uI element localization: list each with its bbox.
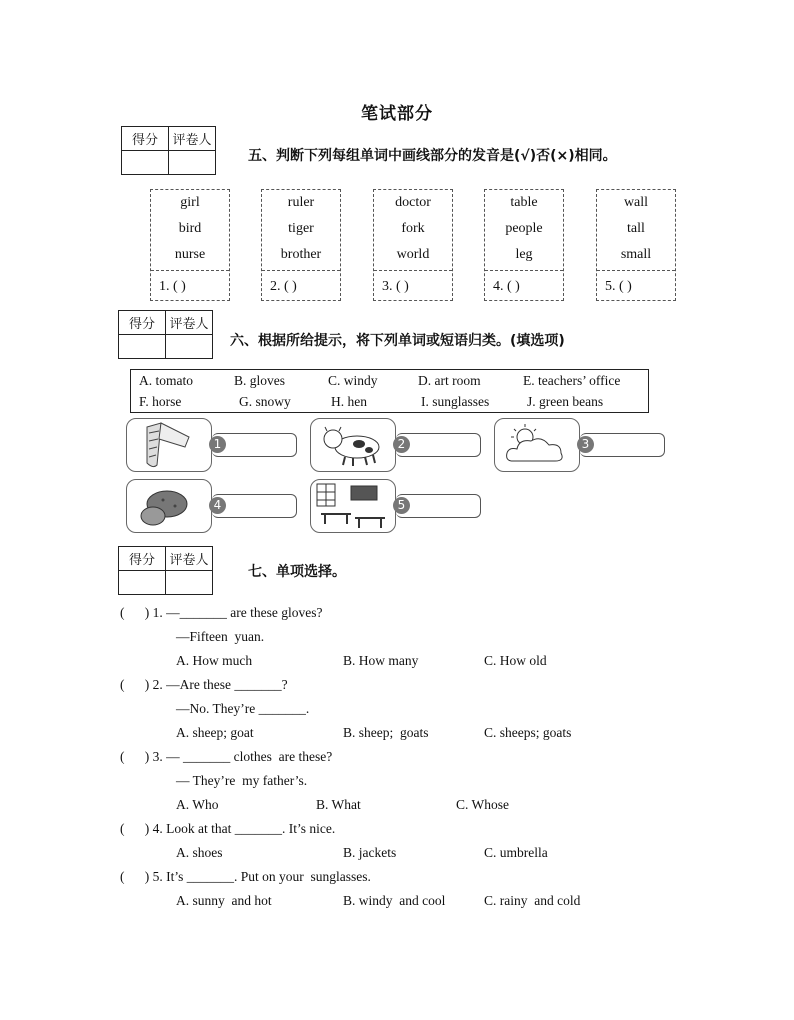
grader-cell[interactable] — [166, 335, 213, 359]
choice-a[interactable]: A. How much — [176, 653, 253, 668]
score-label: 得分 — [119, 547, 166, 571]
word: leg — [515, 247, 533, 262]
choice-c[interactable]: C. sheeps; goats — [484, 725, 572, 740]
answer-blank[interactable]: 5. ( ) — [597, 270, 675, 301]
choice-b[interactable]: B. How many — [343, 653, 419, 668]
grader-label: 评卷人 — [166, 547, 213, 571]
option-item: E. teachers’ office — [523, 373, 621, 388]
score-table — [118, 546, 213, 595]
question-stem: ( ) 4. Look at that _______. It’s nice. — [120, 821, 336, 836]
choice-c[interactable]: C. rainy and cold — [484, 893, 581, 908]
choice-a[interactable]: A. Who — [176, 797, 219, 812]
word: doctor — [395, 195, 431, 210]
score-table — [121, 126, 216, 175]
choice-c[interactable]: C. Whose — [456, 797, 509, 812]
choice-a[interactable]: A. shoes — [176, 845, 223, 860]
answer-blank[interactable]: 2. ( ) — [262, 270, 340, 301]
cow-icon — [310, 418, 396, 472]
grader-label: 评卷人 — [166, 311, 213, 335]
score-label: 得分 — [122, 127, 169, 151]
blank-number: 1 — [209, 436, 226, 453]
section7-heading: 七、单项选择。 — [248, 564, 346, 580]
question-stem: ( ) 1. —_______ are these gloves? — [120, 605, 323, 620]
cloud-sun-icon — [494, 418, 580, 472]
word: brother — [280, 247, 322, 262]
word: wall — [623, 195, 649, 210]
page-title: 笔试部分 — [361, 104, 433, 124]
word: tiger — [288, 221, 314, 236]
question-reply: —No. They’re _______. — [176, 701, 310, 716]
options-box — [130, 369, 649, 413]
choice-b[interactable]: B. What — [316, 797, 361, 812]
blank-number: 5 — [393, 497, 410, 514]
option-item: D. art room — [418, 373, 481, 388]
choice-b[interactable]: B. jackets — [343, 845, 397, 860]
option-item: H. hen — [331, 394, 367, 409]
option-item: G. snowy — [239, 394, 291, 409]
answer-blank[interactable]: 1. ( ) — [151, 270, 229, 301]
word: girl — [180, 195, 200, 210]
choice-b[interactable]: B. sheep; goats — [343, 725, 429, 740]
grader-cell[interactable] — [169, 151, 216, 175]
score-cell[interactable] — [122, 151, 169, 175]
score-label: 得分 — [119, 311, 166, 335]
score-cell[interactable] — [119, 571, 166, 595]
word-group — [261, 189, 341, 301]
blank-number: 3 — [577, 436, 594, 453]
word: bird — [178, 221, 202, 236]
choice-c[interactable]: C. How old — [484, 653, 547, 668]
word: tall — [627, 221, 645, 236]
word-group — [596, 189, 676, 301]
word: people — [505, 221, 543, 236]
question-stem: ( ) 3. — _______ clothes are these? — [120, 749, 333, 764]
word-group — [150, 189, 230, 301]
choice-b[interactable]: B. windy and cool — [343, 893, 446, 908]
answer-blank[interactable]: 3. ( ) — [374, 270, 452, 301]
word: fork — [401, 221, 425, 236]
word: ruler — [287, 195, 315, 210]
word: nurse — [174, 247, 206, 262]
choice-a[interactable]: A. sheep; goat — [176, 725, 254, 740]
question-reply: — They’re my father’s. — [176, 773, 308, 788]
score-table — [118, 310, 213, 359]
choice-a[interactable]: A. sunny and hot — [176, 893, 272, 908]
score-cell[interactable] — [119, 335, 166, 359]
word: world — [396, 247, 430, 262]
scarf-icon — [126, 418, 212, 472]
blank-number: 4 — [209, 497, 226, 514]
question-stem: ( ) 5. It’s _______. Put on your sunglasses. — [120, 869, 371, 884]
option-item: F. horse — [139, 394, 182, 409]
word: small — [620, 247, 652, 262]
section6-heading: 六、根据所给提示，将下列单词或短语归类。(填选项) — [230, 333, 565, 349]
answer-blank[interactable]: 4. ( ) — [485, 270, 563, 301]
word-group — [373, 189, 453, 301]
option-item: C. windy — [328, 373, 378, 388]
option-item: A. tomato — [139, 373, 193, 388]
question-reply: —Fifteen yuan. — [176, 629, 265, 644]
word-group — [484, 189, 564, 301]
blank-number: 2 — [393, 436, 410, 453]
option-item: J. green beans — [527, 394, 604, 409]
question-stem: ( ) 2. —Are these _______? — [120, 677, 288, 692]
option-item: B. gloves — [234, 373, 286, 388]
choice-c[interactable]: C. umbrella — [484, 845, 548, 860]
grader-cell[interactable] — [166, 571, 213, 595]
word: table — [510, 195, 538, 210]
section5-heading: 五、判断下列每组单词中画线部分的发音是(√)否(×)相同。 — [248, 148, 617, 164]
potato-icon — [126, 479, 212, 533]
classroom-icon — [310, 479, 396, 533]
grader-label: 评卷人 — [169, 127, 216, 151]
option-item: I. sunglasses — [421, 394, 490, 409]
